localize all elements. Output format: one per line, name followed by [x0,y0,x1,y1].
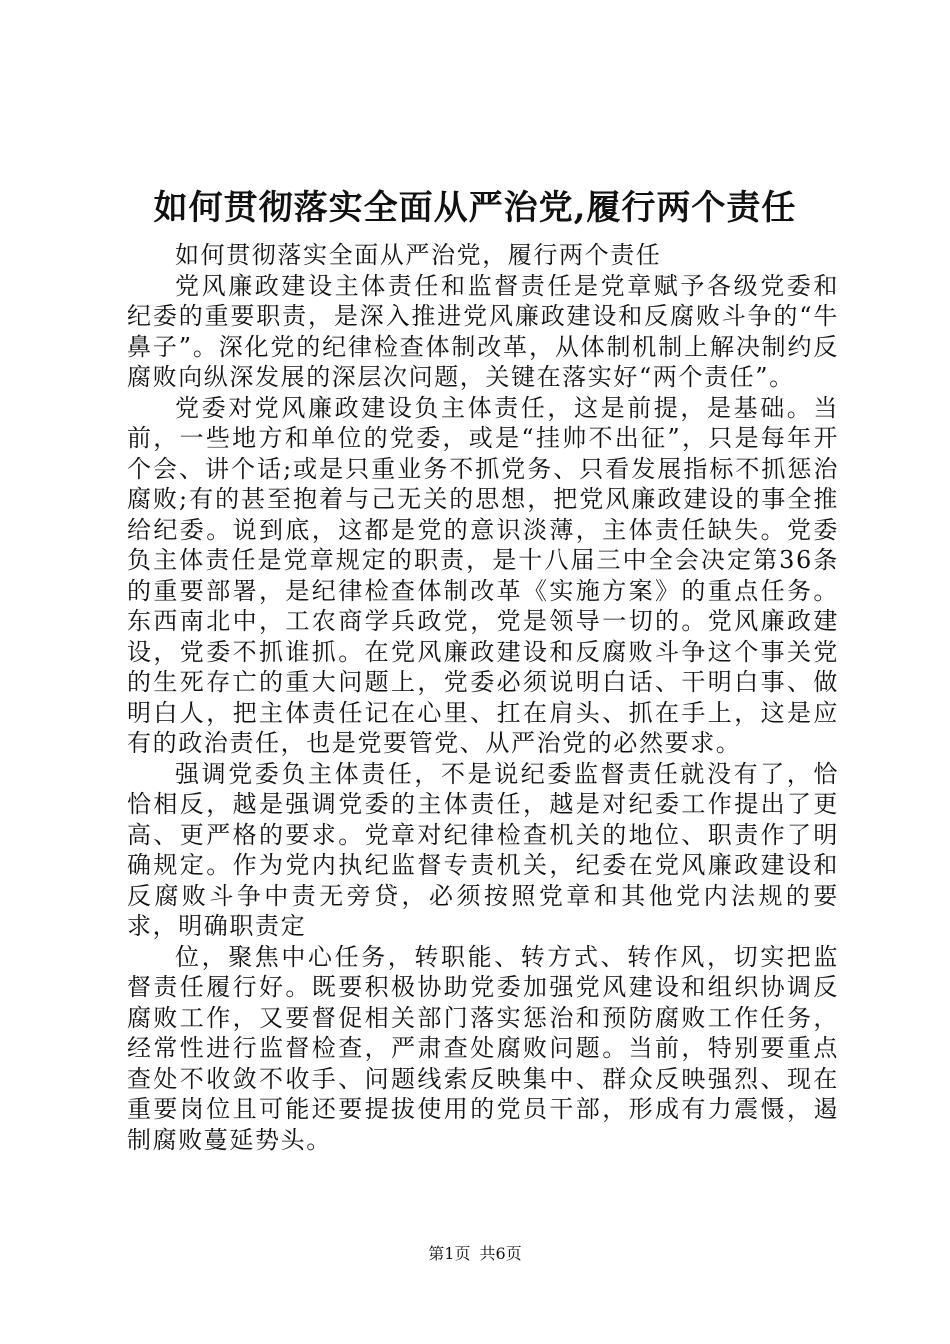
paragraph: 党委对党风廉政建设负主体责任，这是前提，是基础。当前，一些地方和单位的党委，或是“挂帅不出征”，只是每年开个会、讲个话;或是只重业务不抓党务、只看发展指标不抓惩治腐败;有的甚至抱着与己无关的思想，把党风廉政建设的事全推给纪委。说到底，这都是党的意识淡薄，主体责任缺失。党委负主体责任是党章规定的职责，是十八届三中全会决定第36条的重要部署，是纪律检查体制改革《实施方案》的重点任务。东西南北中，工农商学兵政党，党是领导一切的。党风廉政建设，党委不抓谁抓。在党风廉政建设和反腐败斗争这个事关党的生死存亡的重大问题上，党委必须说明白话、干明白事、做明白人，把主体责任记在心里、扛在肩头、抓在手上，这是应有的政治责任，也是党要管党、从严治党的必然要求。 [127,393,839,757]
paragraph: 强调党委负主体责任，不是说纪委监督责任就没有了，恰恰相反，越是强调党委的主体责任，越是对纪委工作提出了更高、更严格的要求。党章对纪律检查机关的地位、职责作了明确规定。作为党内执纪监督专责机关，纪委在党风廉政建设和反腐败斗争中责无旁贷，必须按照党章和其他党内法规的要求，明确职责定 [127,759,839,940]
document-body [127,240,839,1155]
page-footer [0,1244,950,1264]
paragraph: 党风廉政建设主体责任和监督责任是党章赋予各级党委和纪委的重要职责，是深入推进党风廉政建设和反腐败斗争的“牛鼻子”。深化党的纪律检查体制改革，从体制机制上解决制约反腐败向纵深发展的深层次问题，关键在落实好“两个责任”。 [127,271,839,391]
paragraph: 位，聚焦中心任务，转职能、转方式、转作风，切实把监督责任履行好。既要积极协助党委加强党风建设和组织协调反腐败工作，又要督促相关部门落实惩治和预防腐败工作任务，经常性进行监督检查，严肃查处腐败问题。当前，特别要重点查处不收敛不收手、问题线索反映集中、群众反映强烈、现在重要岗位且可能还要提拔使用的党员干部，形成有力震慑，遏制腐败蔓延势头。 [127,942,839,1154]
document-title: 如何贯彻落实全面从严治党,履行两个责任 [153,188,797,228]
page-number: 第1页 [428,1244,471,1263]
paragraph: 如何贯彻落实全面从严治党，履行两个责任 [175,241,662,269]
page-total: 共6页 [479,1244,522,1263]
